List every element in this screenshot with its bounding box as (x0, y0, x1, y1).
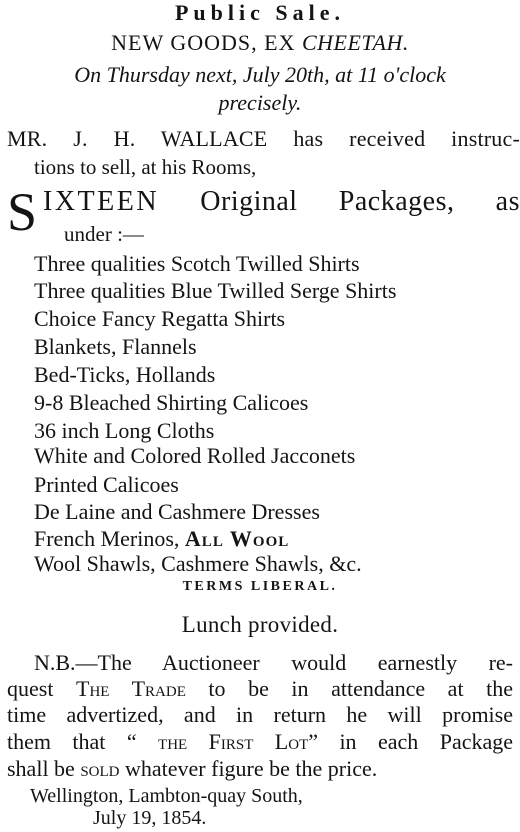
signature-place: Wellington, Lambton-quay South, (30, 785, 303, 807)
list-item-shawls: Wool Shawls, Cashmere Shawls, &c. (34, 551, 362, 576)
nb-line-1: N.B.—The Auctioneer would earnestly re- (34, 650, 513, 675)
intro-line-2: tions to sell, at his Rooms, (34, 155, 257, 179)
nb-text: shall be (7, 756, 81, 781)
sold-text: sold (80, 756, 120, 781)
lead-under: under :— (64, 222, 144, 246)
sale-date-line-1: On Thursday next, July 20th, at 11 o'clock (74, 62, 446, 87)
list-item: 36 inch Long Cloths (34, 418, 215, 443)
list-item: Blankets, Flannels (34, 334, 197, 359)
lead-rest: Original Packages, as (159, 186, 520, 217)
list-item: Choice Fancy Regatta Shirts (34, 306, 286, 331)
sale-date-line-2: precisely. (218, 90, 302, 115)
intro-line-1: MR. J. H. WALLACE has received instruc- (7, 126, 520, 151)
list-item-merinos (34, 526, 520, 552)
list-item: Three qualities Scotch Twilled Shirts (34, 251, 360, 276)
nb-text: them that “ (7, 729, 159, 754)
nb-line-3: time advertized, and in return he will promise (7, 702, 513, 727)
goods-prefix: NEW GOODS, EX (111, 30, 302, 55)
nb-text: ” in each Package (308, 729, 514, 754)
nb-line-5 (7, 756, 513, 782)
terms-notice: TERMS LIBERAL. (182, 579, 338, 594)
first-lot-text: the First Lot (158, 729, 309, 754)
nb-text: quest (7, 676, 76, 701)
nb-line-2 (7, 676, 513, 702)
ship-name: CHEETAH. (301, 30, 409, 55)
heading-title (0, 0, 520, 26)
signature-date: July 19, 1854. (93, 807, 207, 829)
drop-cap: S (7, 182, 38, 242)
list-item: White and Colored Rolled Jacconets (34, 443, 356, 468)
the-trade-text: The Trade (76, 676, 186, 701)
lead-line (43, 186, 520, 218)
list-item: Bed-Ticks, Hollands (34, 362, 216, 387)
merinos-text: French Merinos, (34, 526, 185, 551)
nb-line-4 (7, 729, 513, 755)
list-item: De Laine and Cashmere Dresses (34, 499, 320, 524)
lunch-notice: Lunch provided. (181, 612, 339, 637)
nb-text: to be in attendance at the (185, 676, 513, 701)
all-wool-text: All Wool (184, 526, 290, 551)
heading-title-text: Public Sale. (174, 0, 345, 25)
lead-caps: IXTEEN (43, 186, 160, 217)
nb-text: whatever figure be the price. (119, 756, 378, 781)
list-item: Printed Calicoes (34, 472, 179, 497)
list-item: 9-8 Bleached Shirting Calicoes (34, 390, 309, 415)
list-item: Three qualities Blue Twilled Serge Shirts (34, 278, 397, 303)
heading-goods (0, 30, 520, 56)
